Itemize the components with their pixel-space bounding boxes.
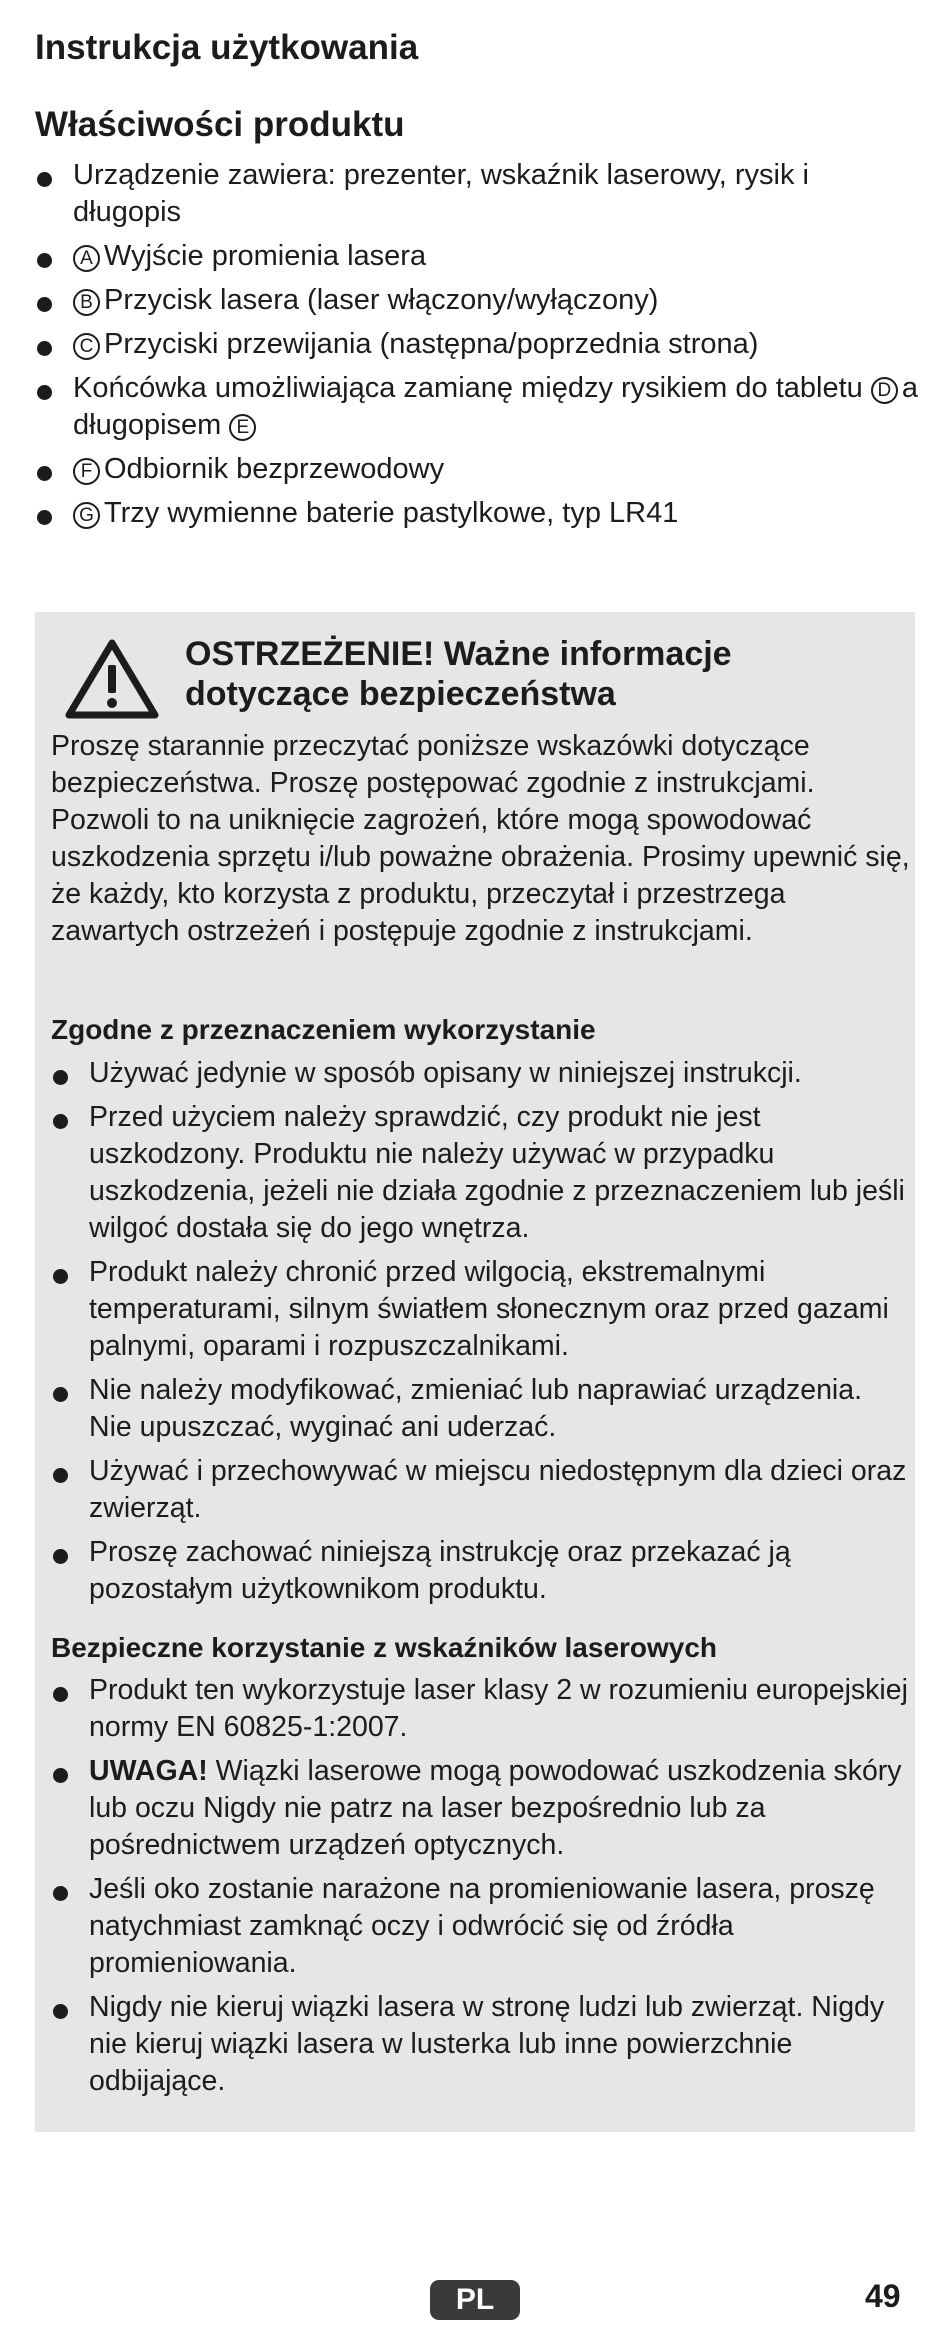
product-features-heading: Właściwości produktu <box>35 105 405 144</box>
laser-safety-heading: Bezpieczne korzystanie z wskaźników laserowych <box>51 1632 718 1663</box>
marker-g: G <box>73 502 100 529</box>
feature-item-laser-output: A Wyjście promienia lasera <box>35 238 925 275</box>
document-header: Instrukcja użytkowania <box>35 28 419 67</box>
feature-item-receiver: F Odbiornik bezprzewodowy <box>35 451 925 488</box>
feature-item-batteries: G Trzy wymienne baterie pastylkowe, typ LR41 <box>35 495 925 532</box>
product-features-list <box>35 157 925 539</box>
warning-triangle-icon <box>65 638 159 720</box>
feature-item-contents: Urządzenie zawiera: prezenter, wskaźnik laserowy, rysik i długopis <box>35 157 925 231</box>
page-number: 49 <box>865 2278 901 2314</box>
list-item: Produkt należy chronić przed wilgocią, ekstremalnymi temperaturami, silnym światłem słonecznym oraz przed gazami palnymi, oparami i rozpuszczalnikami. <box>51 1254 911 1365</box>
marker-e: E <box>229 414 256 441</box>
list-item: Produkt ten wykorzystuje laser klasy 2 w rozumieniu europejskiej normy EN 60825-1:2007. <box>51 1672 911 1746</box>
list-item: Przed użyciem należy sprawdzić, czy produkt nie jest uszkodzony. Produktu nie należy używać w przypadku uszkodzenia, jeżeli nie działa zgodnie z przeznaczeniem lub jeśli wilgoć dostała się do jego wnętrza. <box>51 1099 911 1247</box>
list-item: Używać jedynie w sposób opisany w niniejszej instrukcji. <box>51 1055 911 1092</box>
marker-c: C <box>73 333 100 360</box>
list-item: Nie należy modyfikować, zmieniać lub naprawiać urządzenia. Nie upuszczać, wyginać ani uderzać. <box>51 1372 911 1446</box>
marker-b: B <box>73 289 100 316</box>
marker-f: F <box>73 458 100 485</box>
list-item: Proszę zachować niniejszą instrukcję oraz przekazać ją pozostałym użytkownikom produktu. <box>51 1534 911 1608</box>
intended-use-list <box>51 1055 911 1615</box>
list-item: Nigdy nie kieruj wiązki lasera w stronę ludzi lub zwierząt. Nigdy nie kieruj wiązki lasera w lusterka lub inne powierzchnie odbijające. <box>51 1989 911 2100</box>
marker-d: D <box>871 377 898 404</box>
safety-warning-box <box>35 612 915 2132</box>
warning-intro-text: Proszę starannie przeczytać poniższe wskazówki dotyczące bezpieczeństwa. Proszę postępować zgodnie z instrukcjami. Pozwoli to na uniknięcie zagrożeń, które mogą spowodować uszkodzenia sprzętu i/lub poważne obrażenia. Prosimy upewnić się, że każdy, kto korzysta z produktu, przeczytał i przestrzega zawartych ostrzeżeń i postępuje zgodnie z instrukcjami. <box>51 730 910 947</box>
list-item: Jeśli oko zostanie narażone na promieniowanie lasera, proszę natychmiast zamknąć oczy i odwrócić się od źródła promieniowania. <box>51 1871 911 1982</box>
warning-title: OSTRZEŻENIE! Ważne informacje dotyczące bezpieczeństwa <box>185 635 732 713</box>
feature-item-laser-button: B Przycisk lasera (laser włączony/wyłączony) <box>35 282 925 319</box>
feature-item-scroll-buttons: C Przyciski przewijania (następna/poprzednia strona) <box>35 326 925 363</box>
list-item: UWAGA! Wiązki laserowe mogą powodować uszkodzenia skóry lub oczu Nigdy nie patrz na laser bezpośrednio lub za pośrednictwem urządzeń optycznych. <box>51 1753 911 1864</box>
feature-item-tip: Końcówka umożliwiająca zamianę między rysikiem do tabletu D a długopisem E <box>35 370 925 444</box>
caution-label: UWAGA! <box>89 1755 208 1787</box>
marker-a: A <box>73 245 100 272</box>
laser-safety-list <box>51 1672 911 2107</box>
list-item: Używać i przechowywać w miejscu niedostępnym dla dzieci oraz zwierząt. <box>51 1453 911 1527</box>
language-badge: PL <box>430 2280 520 2320</box>
intended-use-heading: Zgodne z przeznaczeniem wykorzystanie <box>51 1014 596 1045</box>
